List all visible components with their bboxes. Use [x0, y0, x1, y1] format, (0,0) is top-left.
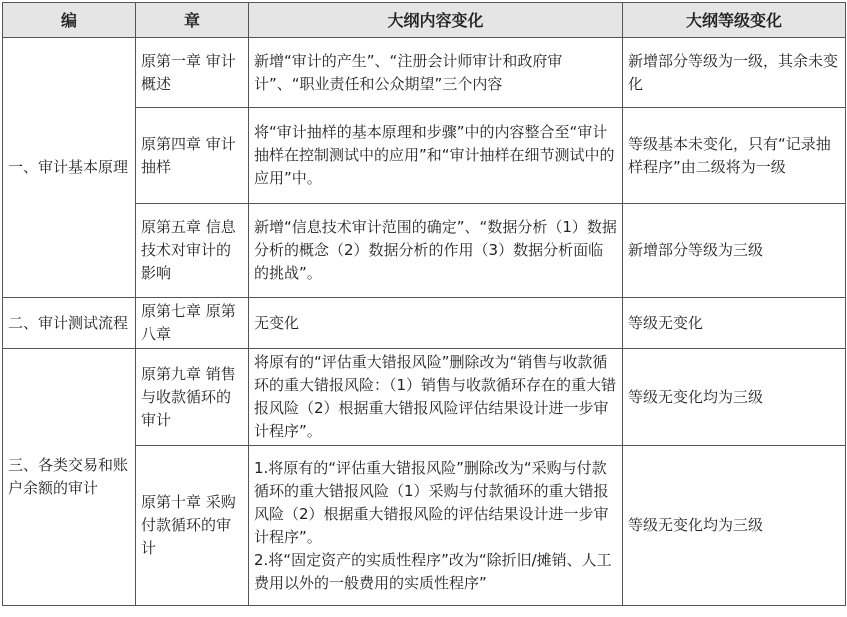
table-row	[3, 38, 846, 108]
header-chapter: 章	[136, 3, 249, 38]
level-cell: 等级基本未变化，只有“记录抽样程序”由二级将为一级	[623, 108, 846, 204]
content-cell: 无变化	[249, 298, 623, 349]
level-cell: 等级无变化均为三级	[623, 349, 846, 446]
chapter-cell: 原第七章 原第八章	[136, 298, 249, 349]
level-cell: 等级无变化	[623, 298, 846, 349]
level-cell: 新增部分等级为三级	[623, 204, 846, 298]
header-part: 编	[3, 3, 136, 38]
chapter-cell: 原第九章 销售与收款循环的审计	[136, 349, 249, 446]
header-content-change: 大纲内容变化	[249, 3, 623, 38]
part-cell: 二、审计测试流程	[3, 298, 136, 349]
content-cell: 将“审计抽样的基本原理和步骤”中的内容整合至“审计抽样在控制测试中的应用”和“审计抽样在细节测试中的应用”中。	[249, 108, 623, 204]
table-row	[3, 349, 846, 446]
chapter-cell: 原第一章 审计概述	[136, 38, 249, 108]
header-row	[3, 3, 846, 38]
chapter-cell: 原第十章 采购付款循环的审计	[136, 446, 249, 606]
syllabus-change-table	[2, 2, 846, 606]
chapter-cell: 原第五章 信息技术对审计的影响	[136, 204, 249, 298]
content-cell: 新增“信息技术审计范围的确定”、“数据分析（1）数据分析的概念（2）数据分析的作用（3）数据分析面临的挑战”。	[249, 204, 623, 298]
level-cell: 等级无变化均为三级	[623, 446, 846, 606]
chapter-cell: 原第四章 审计抽样	[136, 108, 249, 204]
content-item: 2.将“固定资产的实质性程序”改为“除折旧/摊销、人工费用以外的一般费用的实质性程序”	[254, 550, 612, 592]
content-cell: 新增“审计的产生”、“注册会计师审计和政府审计”、“职业责任和公众期望”三个内容	[249, 38, 623, 108]
table-row	[3, 298, 846, 349]
header-level-change: 大纲等级变化	[623, 3, 846, 38]
content-cell: 将原有的“评估重大错报风险”删除改为“销售与收款循环的重大错报风险：（1）销售与收款循环存在的重大错报风险（2）根据重大错报风险评估结果设计进一步审计程序”。	[249, 349, 623, 446]
level-cell: 新增部分等级为一级，其余未变化	[623, 38, 846, 108]
content-item: 1.将原有的“评估重大错报风险”删除改为“采购与付款循环的重大错报风险（1）采购与付款循环的重大错报风险（2）根据重大错报风险的评估结果设计进一步审计程序”。	[254, 458, 609, 546]
content-cell	[249, 446, 623, 606]
part-cell: 三、各类交易和账户余额的审计	[3, 349, 136, 606]
part-cell: 一、审计基本原理	[3, 38, 136, 298]
